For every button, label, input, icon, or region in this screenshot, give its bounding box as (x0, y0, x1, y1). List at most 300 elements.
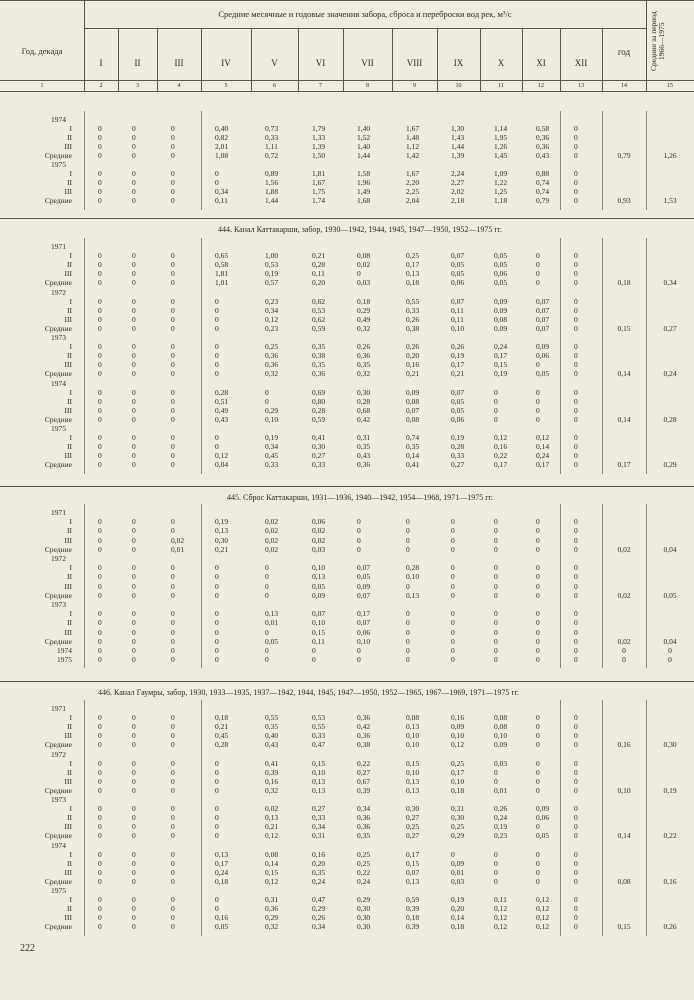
table-cell: 0 (98, 922, 102, 932)
table-cell: 0,16 (215, 913, 229, 923)
table-row (0, 877, 694, 886)
table-cell: 2,20 (406, 178, 420, 188)
table-cell: 0 (574, 360, 578, 370)
table-cell: 0 (215, 563, 219, 573)
table-cell: 0 (215, 323, 219, 333)
row-label: 1975 (51, 886, 66, 895)
table-cell: 0 (132, 151, 136, 161)
table-cell: 0 (574, 387, 578, 397)
table-cell: 0 (494, 405, 498, 415)
table-row (0, 655, 694, 664)
row-label: Средние (44, 590, 72, 600)
table-cell: 0 (536, 767, 540, 777)
table-cell: 0,32 (357, 323, 371, 333)
table-cell: 0 (98, 913, 102, 923)
table-cell: 0,30 (357, 913, 371, 923)
row-label: I (69, 804, 72, 814)
table-cell: 0 (536, 396, 540, 406)
table-cell: 0,29 (312, 904, 326, 914)
table-cell: 0,49 (215, 405, 229, 415)
table-cell: 0 (132, 433, 136, 443)
table-cell: 1,39 (451, 151, 465, 161)
table-cell: 0 (215, 804, 219, 814)
table-row (0, 759, 694, 768)
table-cell: 0 (574, 260, 578, 270)
table-cell: 0,38 (406, 323, 420, 333)
table-cell: 1,40 (357, 124, 371, 134)
avg-cell: 0,05 (663, 590, 677, 600)
table-cell: 0 (215, 572, 219, 582)
table-cell: 2,02 (451, 187, 465, 197)
table-cell: 0 (451, 572, 455, 582)
table-cell: 0 (171, 178, 175, 188)
table-cell: 0 (98, 636, 102, 646)
table-cell: 0,53 (265, 260, 279, 270)
table-cell: 0 (171, 831, 175, 841)
table-cell: 0 (98, 433, 102, 443)
row-label: I (69, 895, 72, 905)
table-cell: 0,09 (494, 296, 508, 306)
table-cell: 0 (536, 849, 540, 859)
table-cell: 0 (215, 627, 219, 637)
table-row (0, 315, 694, 324)
table-cell: 0 (132, 442, 136, 452)
table-row (0, 278, 694, 287)
table-cell: 0 (215, 314, 219, 324)
month-header: V (271, 58, 278, 68)
table-row (0, 333, 694, 342)
table-cell: 0,16 (406, 360, 420, 370)
table-cell: 0,30 (357, 387, 371, 397)
section-rule (0, 218, 694, 219)
table-cell: 0 (132, 351, 136, 361)
table-cell: 0,02 (265, 535, 279, 545)
table-cell: 1,67 (406, 124, 420, 134)
table-cell: 2,04 (406, 196, 420, 206)
avg-cell: 1,53 (663, 196, 677, 206)
table-cell: 0 (406, 517, 410, 527)
table-cell: 0,09 (406, 387, 420, 397)
table-row (0, 646, 694, 655)
table-cell: 0 (98, 342, 102, 352)
table-cell: 0,09 (536, 342, 550, 352)
row-label: 1975 (57, 655, 72, 665)
table-cell: 0 (132, 396, 136, 406)
table-cell: 0 (451, 535, 455, 545)
section-title: 444. Канал Каттакарши, забор, 1930—1942, 1944, 1945, 1947—1950, 1952—1975 гг. (217, 225, 503, 234)
table-cell: 0,27 (312, 451, 326, 461)
table-cell: 0,27 (357, 767, 371, 777)
table-cell: 0 (536, 535, 540, 545)
table-row (0, 913, 694, 922)
table-cell: 0 (132, 405, 136, 415)
table-cell: 0,25 (451, 822, 465, 832)
table-cell: 0 (536, 785, 540, 795)
table-cell: 0 (215, 767, 219, 777)
table-cell: 0,05 (494, 260, 508, 270)
table-row (0, 904, 694, 913)
table-cell: 1,44 (265, 196, 279, 206)
row-label: III (64, 142, 72, 152)
table-cell: 0 (215, 178, 219, 188)
table-cell: 1,26 (494, 142, 508, 152)
table-cell: 0,02 (265, 804, 279, 814)
table-cell: 0 (574, 609, 578, 619)
table-cell: 0 (171, 655, 175, 665)
table-cell: 0 (451, 636, 455, 646)
table-cell: 0 (171, 196, 175, 206)
row-label: I (69, 517, 72, 527)
table-cell: 0,05 (357, 572, 371, 582)
table-cell: 0 (132, 813, 136, 823)
table-cell: 0 (132, 278, 136, 288)
table-cell: 0,51 (215, 396, 229, 406)
table-cell: 0,41 (312, 433, 326, 443)
table-cell: 1,95 (494, 133, 508, 143)
table-cell: 0,35 (406, 442, 420, 452)
table-row (0, 704, 694, 713)
table-cell: 1,39 (312, 142, 326, 152)
table-cell: 0,26 (312, 913, 326, 923)
row-label: II (67, 904, 72, 914)
table-cell: 0 (98, 526, 102, 536)
table-cell: 0,43 (536, 151, 550, 161)
table-cell: 0,47 (312, 895, 326, 905)
table-cell: 0,38 (357, 740, 371, 750)
table-cell: 0 (494, 609, 498, 619)
table-cell: 0,47 (312, 740, 326, 750)
table-cell: 0,29 (451, 831, 465, 841)
table-cell: 0,05 (494, 278, 508, 288)
table-cell: 1,42 (406, 151, 420, 161)
table-cell: 0 (171, 627, 175, 637)
table-cell: 0 (574, 713, 578, 723)
table-cell: 0,45 (215, 731, 229, 741)
table-cell: 0,33 (265, 460, 279, 470)
year-cell: 0,16 (617, 740, 631, 750)
table-cell: 0,10 (451, 731, 465, 741)
table-cell: 0 (132, 895, 136, 905)
table-cell: 0,29 (357, 305, 371, 315)
table-cell: 0 (536, 618, 540, 628)
table-cell: 0,41 (265, 758, 279, 768)
table-cell: 0 (132, 169, 136, 179)
table-cell: 0 (574, 636, 578, 646)
table-row (0, 572, 694, 581)
table-cell: 0,08 (357, 251, 371, 261)
table-cell: 0 (98, 278, 102, 288)
table-cell: 0 (98, 858, 102, 868)
table-cell: 0 (536, 269, 540, 279)
table-cell: 0 (171, 767, 175, 777)
table-cell: 0,10 (494, 731, 508, 741)
table-cell: 0,04 (215, 460, 229, 470)
table-cell: 0,65 (215, 251, 229, 261)
column-number: 6 (273, 83, 276, 89)
table-cell: 0 (574, 323, 578, 333)
table-cell: 0 (132, 305, 136, 315)
table-cell: 0,26 (406, 342, 420, 352)
table-cell: 0 (171, 646, 175, 655)
table-cell: 0 (171, 618, 175, 628)
table-cell: 0,16 (494, 442, 508, 452)
table-cell: 1,11 (265, 142, 278, 152)
table-cell: 0,20 (312, 278, 326, 288)
table-cell: 0 (98, 867, 102, 877)
table-cell: 0 (215, 758, 219, 768)
table-cell: 0,18 (451, 785, 465, 795)
table-cell: 0,38 (312, 351, 326, 361)
table-cell: 0,32 (357, 369, 371, 379)
table-cell: 0,13 (215, 849, 229, 859)
row-label: I (69, 124, 72, 134)
table-cell: 0 (98, 124, 102, 134)
table-cell: 0 (132, 572, 136, 582)
table-cell: 0 (171, 133, 175, 143)
table-cell: 0 (98, 876, 102, 886)
table-cell: 0 (171, 636, 175, 646)
row-label: III (64, 451, 72, 461)
table-cell: 0,29 (265, 913, 279, 923)
table-cell: 0 (451, 646, 455, 655)
table-cell: 0 (574, 895, 578, 905)
row-label: 1972 (51, 554, 66, 563)
table-cell: 0,10 (406, 767, 420, 777)
table-row (0, 379, 694, 388)
table-cell: 0 (98, 305, 102, 315)
table-cell: 0 (215, 655, 219, 665)
table-cell: 0,42 (357, 414, 371, 424)
table-row (0, 460, 694, 469)
table-cell: 0 (171, 451, 175, 461)
row-label: Средние (44, 785, 72, 795)
row-label: Средние (44, 196, 72, 206)
row-label: 1974 (51, 378, 66, 388)
table-cell: 0,08 (406, 396, 420, 406)
table-cell: 0 (132, 867, 136, 877)
table-cell: 0,32 (265, 785, 279, 795)
table-cell: 0,13 (406, 785, 420, 795)
row-label: III (64, 581, 72, 591)
table-row (0, 508, 694, 517)
table-cell: 0 (132, 636, 136, 646)
table-cell: 0,33 (312, 731, 326, 741)
table-cell: 0,31 (312, 831, 326, 841)
table-row (0, 133, 694, 142)
table-cell: 0,17 (357, 609, 371, 619)
table-row (0, 178, 694, 187)
row-label: 1975 (51, 424, 66, 433)
table-cell: 0 (494, 858, 498, 868)
table-cell: 0,35 (312, 360, 326, 370)
table-cell: 0 (171, 269, 175, 279)
table-cell: 0 (406, 627, 410, 637)
row-label: III (64, 867, 72, 877)
table-cell: 0 (171, 526, 175, 536)
row-label: III (64, 314, 72, 324)
table-cell: 0,10 (406, 572, 420, 582)
year-cell: 0,17 (617, 460, 631, 470)
table-cell: 0,35 (357, 831, 371, 841)
table-cell: 0 (215, 169, 219, 179)
row-label: II (67, 305, 72, 315)
table-row (0, 415, 694, 424)
table-cell: 0 (574, 913, 578, 923)
table-cell: 0,24 (357, 876, 371, 886)
table-cell: 0 (171, 731, 175, 741)
table-cell: 0 (574, 414, 578, 424)
table-cell: 0 (536, 517, 540, 527)
row-label: II (67, 813, 72, 823)
table-cell: 0,12 (536, 922, 550, 932)
table-cell: 0 (536, 876, 540, 886)
table-cell: 0 (98, 646, 102, 655)
table-cell: 0 (132, 517, 136, 527)
table-cell: 0,06 (536, 813, 550, 823)
table-cell: 0 (215, 636, 219, 646)
table-cell: 0 (98, 776, 102, 786)
year-cell: 0,15 (617, 323, 631, 333)
table-cell: 0,16 (312, 849, 326, 859)
table-cell: 0 (132, 269, 136, 279)
table-cell: 0,34 (215, 187, 229, 197)
table-cell: 0 (132, 314, 136, 324)
table-cell: 0,13 (312, 776, 326, 786)
table-cell: 0 (171, 314, 175, 324)
table-row (0, 142, 694, 151)
table-cell: 0,34 (357, 804, 371, 814)
table-row (0, 600, 694, 609)
table-cell: 0,08 (494, 713, 508, 723)
table-cell: 0,12 (265, 831, 279, 841)
table-cell: 0 (171, 169, 175, 179)
table-cell: 0,32 (265, 922, 279, 932)
year-cell: 0,02 (617, 544, 631, 554)
table-cell: 0 (215, 895, 219, 905)
year-cell: 0,08 (617, 876, 631, 886)
row-label: III (64, 822, 72, 832)
month-header: IV (221, 58, 231, 68)
table-cell: 0 (536, 563, 540, 573)
table-cell: 0,11 (312, 636, 325, 646)
month-header: VIII (406, 58, 423, 68)
table-cell: 0,74 (536, 187, 550, 197)
table-cell: 0,34 (312, 822, 326, 832)
table-cell: 0 (98, 740, 102, 750)
table-cell: 0,28 (215, 740, 229, 750)
table-cell: 0,27 (312, 804, 326, 814)
row-label: III (64, 360, 72, 370)
year-cell: 0,10 (617, 785, 631, 795)
column-number: 3 (136, 83, 139, 89)
table-cell: 0 (132, 196, 136, 206)
table-cell: 0 (98, 405, 102, 415)
table-cell: 0 (171, 442, 175, 452)
row-label: Средние (44, 740, 72, 750)
table-row (0, 260, 694, 269)
row-label: I (69, 849, 72, 859)
table-cell: 0 (171, 563, 175, 573)
table-cell: 0,17 (536, 460, 550, 470)
table-cell: 0 (574, 655, 578, 665)
table-cell: 0 (574, 563, 578, 573)
table-cell: 0 (574, 822, 578, 832)
table-cell: 0,36 (357, 713, 371, 723)
table-cell: 0,07 (406, 867, 420, 877)
table-cell: 0 (132, 767, 136, 777)
table-cell: 0 (171, 187, 175, 197)
table-row (0, 582, 694, 591)
row-label: 1974 (51, 115, 66, 124)
table-cell: 0 (574, 405, 578, 415)
table-cell: 0 (215, 646, 219, 655)
table-cell: 0 (215, 776, 219, 786)
table-cell: 0,05 (536, 369, 550, 379)
table-cell: 0,07 (406, 405, 420, 415)
table-cell: 0,05 (451, 396, 465, 406)
table-cell: 0,12 (536, 904, 550, 914)
table-cell: 0 (574, 169, 578, 179)
table-cell: 0 (265, 646, 269, 655)
table-cell: 1,58 (357, 169, 371, 179)
table-row (0, 451, 694, 460)
table-cell: 0 (536, 636, 540, 646)
table-cell: 0 (171, 849, 175, 859)
table-cell: 0 (98, 813, 102, 823)
table-row (0, 526, 694, 535)
month-header: VI (315, 58, 326, 68)
table-cell: 0 (132, 722, 136, 732)
table-cell: 0 (132, 913, 136, 923)
table-cell: 0,19 (494, 369, 508, 379)
table-cell: 0,15 (406, 758, 420, 768)
table-cell: 0,23 (265, 323, 279, 333)
table-row (0, 609, 694, 618)
table-row (0, 424, 694, 433)
table-cell: 0,02 (171, 535, 185, 545)
table-cell: 0 (98, 196, 102, 206)
table-cell: 0,36 (357, 351, 371, 361)
row-label: Средние (44, 831, 72, 841)
table-cell: 0 (171, 867, 175, 877)
table-cell: 0,59 (312, 414, 326, 424)
table-cell: 0,17 (215, 858, 229, 868)
table-cell: 0 (171, 858, 175, 868)
table-cell: 0 (357, 517, 361, 527)
row-label: II (67, 178, 72, 188)
table-cell: 0 (536, 581, 540, 591)
table-cell: 0 (215, 590, 219, 600)
table-row (0, 324, 694, 333)
table-cell: 0 (132, 451, 136, 461)
table-cell: 0,11 (451, 314, 464, 324)
table-cell: 0 (98, 627, 102, 637)
avg-cell: 0,24 (663, 369, 677, 379)
table-cell: 0 (215, 618, 219, 628)
table-cell: 0,12 (536, 913, 550, 923)
table-cell: 0,07 (357, 618, 371, 628)
table-cell: 0 (171, 323, 175, 333)
column-number: 15 (667, 83, 673, 89)
table-cell: 0,27 (451, 460, 465, 470)
row-label: III (64, 913, 72, 923)
row-label: III (64, 535, 72, 545)
table-cell: 0 (574, 904, 578, 914)
table-cell: 1,50 (312, 151, 326, 161)
table-cell: 0 (171, 124, 175, 134)
table-row (0, 563, 694, 572)
table-cell: 1,75 (312, 187, 326, 197)
